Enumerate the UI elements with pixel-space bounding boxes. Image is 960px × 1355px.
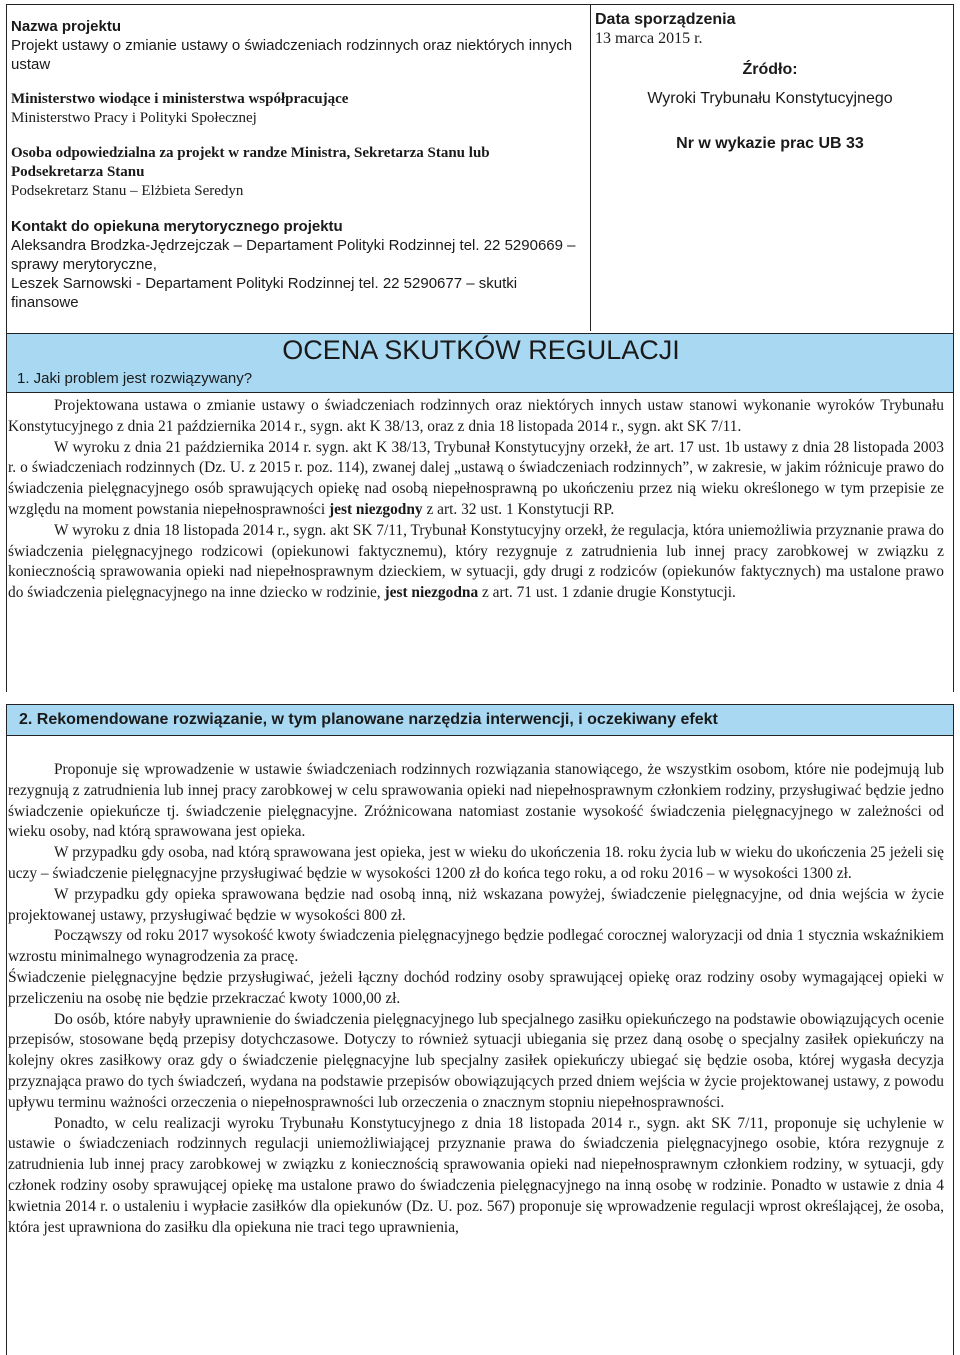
section1-paragraph: Projektowana ustawa o zmianie ustawy o świadczeniach rodzinnych oraz niektórych innych ustaw stanowi wykonanie wyroków Trybunału Konstytucyjnego z dnia 21 października 2014 r., sygn. akt K 38/13, oraz z dnia 18 listopada 2014 r., sygn. akt SK 7/11. [8,397,944,435]
section2-paragraph: W przypadku gdy opieka sprawowana będzie nad osobą inną, niż wskazana powyżej, świadczenie pielęgnacyjne, od dnia wejścia w życie projektowanej ustawy, przysługiwać będzie w wysokości 800 zł. [8,885,944,924]
date-label: Data sporządzenia [595,11,736,28]
section2-paragraph: Ponadto, w celu realizacji wyroku Trybunału Konstytucyjnego z dnia 18 listopada 2014 r., sygn. akt SK 7/11, proponuje się uchylenie w ustawie o świadczeniach rodzinnych regulacji uniemożliwiającej przyznanie prawa do świadczenia pielęgnacyjnego osobie, która rezygnuje z zatrudnienia lub innej pracy zarobkowej w związku z koniecznością sprawowania opieki nad niepełnosprawnym członkiem rodziny, w sytuacji, gdy członek rodziny osoby sprawującej opiekę ma ustalone prawo do świadczenia pielęgnacyjnego na inną osobę w rodzinie. Ponadto w ustawie z dnia 4 kwietnia 2014 r. o ustaleniu i wypłacie zasiłków dla opiekunów (Dz. U. poz. 567) proponuje się wprowadzenie regulacji wprost określającej, że osoba, która jest uprawniona do zasiłku dla opiekuna nie traci tego uprawnienia, [8,1114,944,1236]
source-value: Wyroki Trybunału Konstytucyjnego [647,90,893,107]
responsible-block [11,144,581,201]
section2-paragraph: Proponuje się wprowadzenie w ustawie świadczeniach rodzinnych rozwiązania stanowiącego, że wszystkim osobom, które nie podejmują lub rezygnują z zatrudnienia lub innej pracy zarobkowej w celu sprawowania opieki nad niepełnosprawnym członkiem rodziny, przysługiwać będzie jedno świadczenie opiekuńcze tj. świadczenie pielęgnacyjne. Zróżnicowana natomiast zostanie wysokość świadczenia pielęgnacyjnego w zależności od wieku osoby, nad którą sprawowana jest opieka. [8,761,944,841]
responsible-value: Podsekretarz Stanu – Elżbieta Seredyn [11,183,244,199]
column-divider [590,5,591,331]
section1-text [8,396,944,604]
ministry-value: Ministerstwo Pracy i Polityki Społecznej [11,110,257,126]
section2-band [6,704,954,736]
metadata-left-column [11,17,581,328]
list-number: Nr w wykazie prac UB 33 [676,135,864,152]
section1-paragraph: W wyroku z dnia 18 listopada 2014 r., sygn. akt SK 7/11, Trybunał Konstytucyjny orzekł, że regulacja, która uniemożliwia przyznanie prawa do świadczenia pielęgnacyjnego rodzicowi (opiekunowi faktycznemu), który rezygnuje z zatrudnienia lub innej pracy zarobkowej w związku z koniecznością sprawowania opieki nad niepełnosprawnym dzieckiem, w sytuacji, gdy drugi z rodziców (opiekunów faktycznych) ma ustalone prawo do świadczenia pielęgnacyjnego na inne dziecko w rodzinie, jest niezgodna z art. 71 ust. 1 zdanie drugie Konstytucji. [8,521,944,602]
contact-value-2: Leszek Sarnowski - Departament Polityki Rodzinnej tel. 22 5290677 – skutki finansowe [11,275,518,311]
contact-value-1: Aleksandra Brodzka-Jędrzejczak – Departament Polityki Rodzinnej tel. 22 5290669 – sprawy merytoryczne, [11,237,576,273]
section2-paragraph: Świadczenie pielęgnacyjne będzie przysługiwać, jeżeli łączny dochód rodziny osoby sprawującej opiekę oraz rodziny osoby wymagającej opieki w przeliczeniu na osobę nie będzie przekraczać kwoty 1000,00 zł. [8,968,944,1007]
section2-heading: 2. Rekomendowane rozwiązanie, w tym planowane narzędzia interwencji, i oczekiwany efekt [19,711,718,728]
section1-paragraph: W wyroku z dnia 21 października 2014 r. sygn. akt K 38/13, Trybunał Konstytucyjny orzekł, że art. 17 ust. 1b ustawy z dnia 28 listopada 2003 r. o świadczeniach rodzinnych (Dz. U. z 2015 r. poz. 114), zwanej dalej „ustawą o świadczeniach rodzinnych”, w zakresie, w jakim różnicuje prawo do świadczenia pielęgnacyjnego osób sprawujących opiekę nad osobą niepełnosprawną po ukończeniu przez nią wieku określonego w tym przepisie ze względu na moment powstania niepełnosprawności jest niezgodny z art. 32 ust. 1 Konstytucji RP. [8,438,944,518]
ministry-block [11,90,581,128]
date-value: 13 marca 2015 r. [595,30,703,47]
section2-paragraph: Począwszy od roku 2017 wysokość kwoty świadczenia pielęgnacyjnego będzie podlegać corocznej waloryzacji od dnia 1 stycznia wskaźnikiem wzrostu minimalnego wynagrodzenia za pracę. [8,927,944,966]
contact-block [11,217,581,312]
title-band [6,333,954,393]
section2-paragraph: Do osób, które nabyły uprawnienie do świadczenia pielęgnacyjnego lub specjalnego zasiłku opiekuńczego na podstawie obowiązujących ocenie przepisów, stosowane będą przepisy dotychczasowe. Dotyczy to również sytuacji ubiegania się przez daną osobę o specjalny zasiłek opiekuńczy na kolejny okres zasiłkowy oraz gdy o świadczenie pielęgnacyjne lub specjalny zasiłek opiekuńczy ubiegać się będzie osoba, której wygasła decyzja przyznająca prawo do tych świadczeń, wydana na podstawie przepisów obowiązujących przed dniem wejścia w życie projektowanej ustawy, z powodu upływu terminu ważności orzeczenia o niepełnosprawności lub orzeczenia o znacznym stopniu niepełnosprawności. [8,1010,944,1111]
contact-label: Kontakt do opiekuna merytorycznego projektu [11,218,343,235]
source-label: Źródło: [742,61,798,78]
ministry-label: Ministerstwo wiodące i ministerstwa współpracujące [11,91,349,107]
project-name-block [11,17,581,74]
project-name-label: Nazwa projektu [11,18,122,35]
section2-paragraph: W przypadku gdy osoba, nad którą sprawowana jest opieka, jest w wieku do ukończenia 18. roku życia lub w wieku do ukończenia 25 jeżeli się uczy – świadczenie pielęgnacyjne przysługiwać będzie w wysokości 1200 zł do końca tego roku, a od roku 2016 – w wysokości 1300 zł. [8,844,944,882]
metadata-table [6,4,954,334]
section2-text [8,760,944,1238]
section1-heading: 1. Jaki problem jest rozwiązywany? [17,370,253,387]
responsible-label: Osoba odpowiedzialna za projekt w randze Ministra, Sekretarza Stanu lub Podsekretarza Stanu [11,145,490,180]
document-title: OCENA SKUTKÓW REGULACJI [282,335,680,365]
metadata-right-column [595,10,945,153]
project-name-value: Projekt ustawy o zmianie ustawy o świadczeniach rodzinnych oraz niektórych innych ustaw [11,37,573,73]
